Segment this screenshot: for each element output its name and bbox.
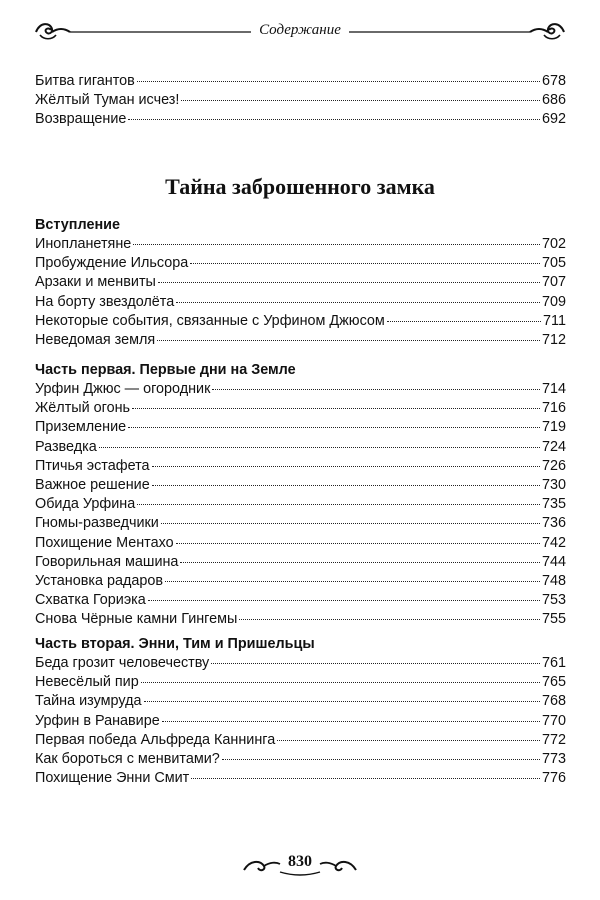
toc-entry xyxy=(35,692,566,711)
dot-leader xyxy=(152,466,540,467)
toc-entry-page: 776 xyxy=(541,770,566,787)
dot-leader xyxy=(137,504,540,505)
toc-entry-title: Важное решение xyxy=(35,476,150,493)
toc-entry-page: 711 xyxy=(543,312,566,329)
toc-entry xyxy=(35,312,566,331)
toc-entry xyxy=(35,235,566,254)
toc-entry xyxy=(35,769,566,788)
dot-leader xyxy=(211,663,540,664)
toc-entry-page: 716 xyxy=(541,400,566,417)
toc-entry-title: Птичья эстафета xyxy=(35,457,150,474)
toc-entry-page: 765 xyxy=(541,674,566,691)
page-number: 830 xyxy=(288,853,312,870)
toc-entry xyxy=(35,331,566,350)
dot-leader xyxy=(161,523,540,524)
page-footer xyxy=(240,848,360,878)
toc-entry xyxy=(35,110,566,129)
dot-leader xyxy=(162,721,540,722)
toc-entry-title: Снова Чёрные камни Гингемы xyxy=(35,611,238,628)
dot-leader xyxy=(99,447,540,448)
toc-entry-page: 686 xyxy=(541,92,566,109)
toc-entry-title: Схватка Гориэка xyxy=(35,592,146,609)
dot-leader xyxy=(137,81,540,82)
toc-entry xyxy=(35,572,566,591)
toc-entry-title: Тайна изумруда xyxy=(35,693,142,710)
toc-entry-page: 712 xyxy=(541,331,566,348)
toc-entry xyxy=(35,731,566,750)
dot-leader xyxy=(158,282,540,283)
toc-entry-title: Жёлтый огонь xyxy=(35,400,131,417)
book-title: Тайна заброшенного замка xyxy=(165,174,435,199)
toc-entry xyxy=(35,712,566,731)
toc-entry xyxy=(35,399,566,418)
toc-entry-page: 714 xyxy=(541,381,566,397)
toc-entry xyxy=(35,293,566,312)
toc-entry-page: 761 xyxy=(541,655,566,671)
toc-entry xyxy=(35,654,566,673)
toc-entry xyxy=(35,273,566,292)
toc-entry-title: Говорильная машина xyxy=(35,553,179,570)
dot-leader xyxy=(191,778,540,779)
toc-entry-title: Приземление xyxy=(35,419,127,436)
dot-leader xyxy=(165,581,540,582)
toc-entry xyxy=(35,457,566,476)
toc-section-part-one xyxy=(35,361,566,629)
dot-leader xyxy=(141,682,540,683)
toc-entry-page: 730 xyxy=(541,476,566,493)
toc-entry-page: 707 xyxy=(541,274,566,291)
toc-entry-title: Обида Урфина xyxy=(35,496,136,513)
toc-entry-page: 755 xyxy=(541,611,566,628)
toc-entry-page: 768 xyxy=(541,693,566,710)
toc-entry-page: 709 xyxy=(541,293,566,310)
toc-entry xyxy=(35,514,566,533)
toc-entry-page: 692 xyxy=(541,111,566,128)
toc-entry-page: 753 xyxy=(541,592,566,609)
toc-entry-title: Возвращение xyxy=(35,111,127,128)
toc-entry-page: 735 xyxy=(541,496,566,513)
toc-entry xyxy=(35,91,566,110)
dot-leader xyxy=(148,600,540,601)
dot-leader xyxy=(181,100,540,101)
running-header xyxy=(30,18,570,46)
dot-leader xyxy=(190,263,540,264)
toc-entry-title: Инопланетяне xyxy=(35,236,132,252)
toc-entry-page: 726 xyxy=(541,457,566,474)
dot-leader xyxy=(144,701,540,702)
toc-entry-title: Битва гигантов xyxy=(35,73,135,89)
toc-entry-page: 772 xyxy=(541,731,566,748)
toc-entry-page: 773 xyxy=(541,750,566,767)
dot-leader xyxy=(132,408,540,409)
toc-entry-title: Гномы-разведчики xyxy=(35,515,159,532)
dot-leader xyxy=(277,740,540,741)
toc-entry-page: 724 xyxy=(541,438,566,455)
dot-leader xyxy=(133,244,540,245)
dot-leader xyxy=(222,759,540,760)
dot-leader xyxy=(239,619,540,620)
toc-entry xyxy=(35,750,566,769)
dot-leader xyxy=(157,340,540,341)
dot-leader xyxy=(387,321,541,322)
toc-entry-title: Неведомая земля xyxy=(35,331,156,348)
toc-continued-list xyxy=(35,72,566,130)
toc-entry-title: Похищение Энни Смит xyxy=(35,770,190,787)
toc-entry-title: На борту звездолёта xyxy=(35,293,175,310)
dot-leader xyxy=(152,485,540,486)
section-heading: Часть первая. Первые дни на Земле xyxy=(35,362,296,378)
toc-entry-page: 770 xyxy=(541,712,566,729)
toc-entry xyxy=(35,553,566,572)
dot-leader xyxy=(180,562,540,563)
toc-entry xyxy=(35,610,566,629)
toc-entry-title: Установка радаров xyxy=(35,572,164,589)
toc-entry xyxy=(35,534,566,553)
toc-entry xyxy=(35,591,566,610)
toc-entry-page: 702 xyxy=(541,236,566,252)
dot-leader xyxy=(176,302,540,303)
toc-entry xyxy=(35,418,566,437)
toc-entry-title: Пробуждение Ильсора xyxy=(35,255,189,272)
toc-entry xyxy=(35,438,566,457)
toc-entry-title: Похищение Ментахо xyxy=(35,534,174,551)
toc-entry-title: Беда грозит человечеству xyxy=(35,655,210,671)
toc-entry-title: Урфин в Ранавире xyxy=(35,712,160,729)
toc-entry xyxy=(35,673,566,692)
toc-entry-title: Некоторые события, связанные с Урфином Джюсом xyxy=(35,312,385,329)
section-heading: Вступление xyxy=(35,217,120,233)
dot-leader xyxy=(128,119,540,120)
toc-entry-title: Разведка xyxy=(35,438,97,455)
dot-leader xyxy=(212,389,540,390)
toc-entry xyxy=(35,254,566,273)
toc-entry-title: Урфин Джюс — огородник xyxy=(35,381,211,397)
section-heading: Часть вторая. Энни, Тим и Пришельцы xyxy=(35,636,315,652)
toc-entry xyxy=(35,495,566,514)
toc-entry-title: Невесёлый пир xyxy=(35,674,139,691)
dot-leader xyxy=(128,427,540,428)
toc-section-part-two xyxy=(35,635,566,788)
toc-entry-page: 678 xyxy=(541,73,566,89)
toc-entry xyxy=(35,380,566,399)
toc-entry-page: 705 xyxy=(541,255,566,272)
toc-entry-title: Как бороться с менвитами? xyxy=(35,750,220,767)
header-title: Содержание xyxy=(251,22,349,38)
toc-entry-page: 748 xyxy=(541,572,566,589)
toc-entry-page: 719 xyxy=(541,419,566,436)
toc-entry-page: 744 xyxy=(541,553,566,570)
toc-entry-title: Первая победа Альфреда Каннинга xyxy=(35,731,276,748)
toc-entry-page: 742 xyxy=(541,534,566,551)
toc-entry-page: 736 xyxy=(541,515,566,532)
dot-leader xyxy=(176,543,540,544)
toc-entry xyxy=(35,72,566,91)
toc-entry-title: Арзаки и менвиты xyxy=(35,274,156,291)
toc-entry xyxy=(35,476,566,495)
toc-entry-title: Жёлтый Туман исчез! xyxy=(35,92,180,109)
toc-section-intro xyxy=(35,216,566,350)
